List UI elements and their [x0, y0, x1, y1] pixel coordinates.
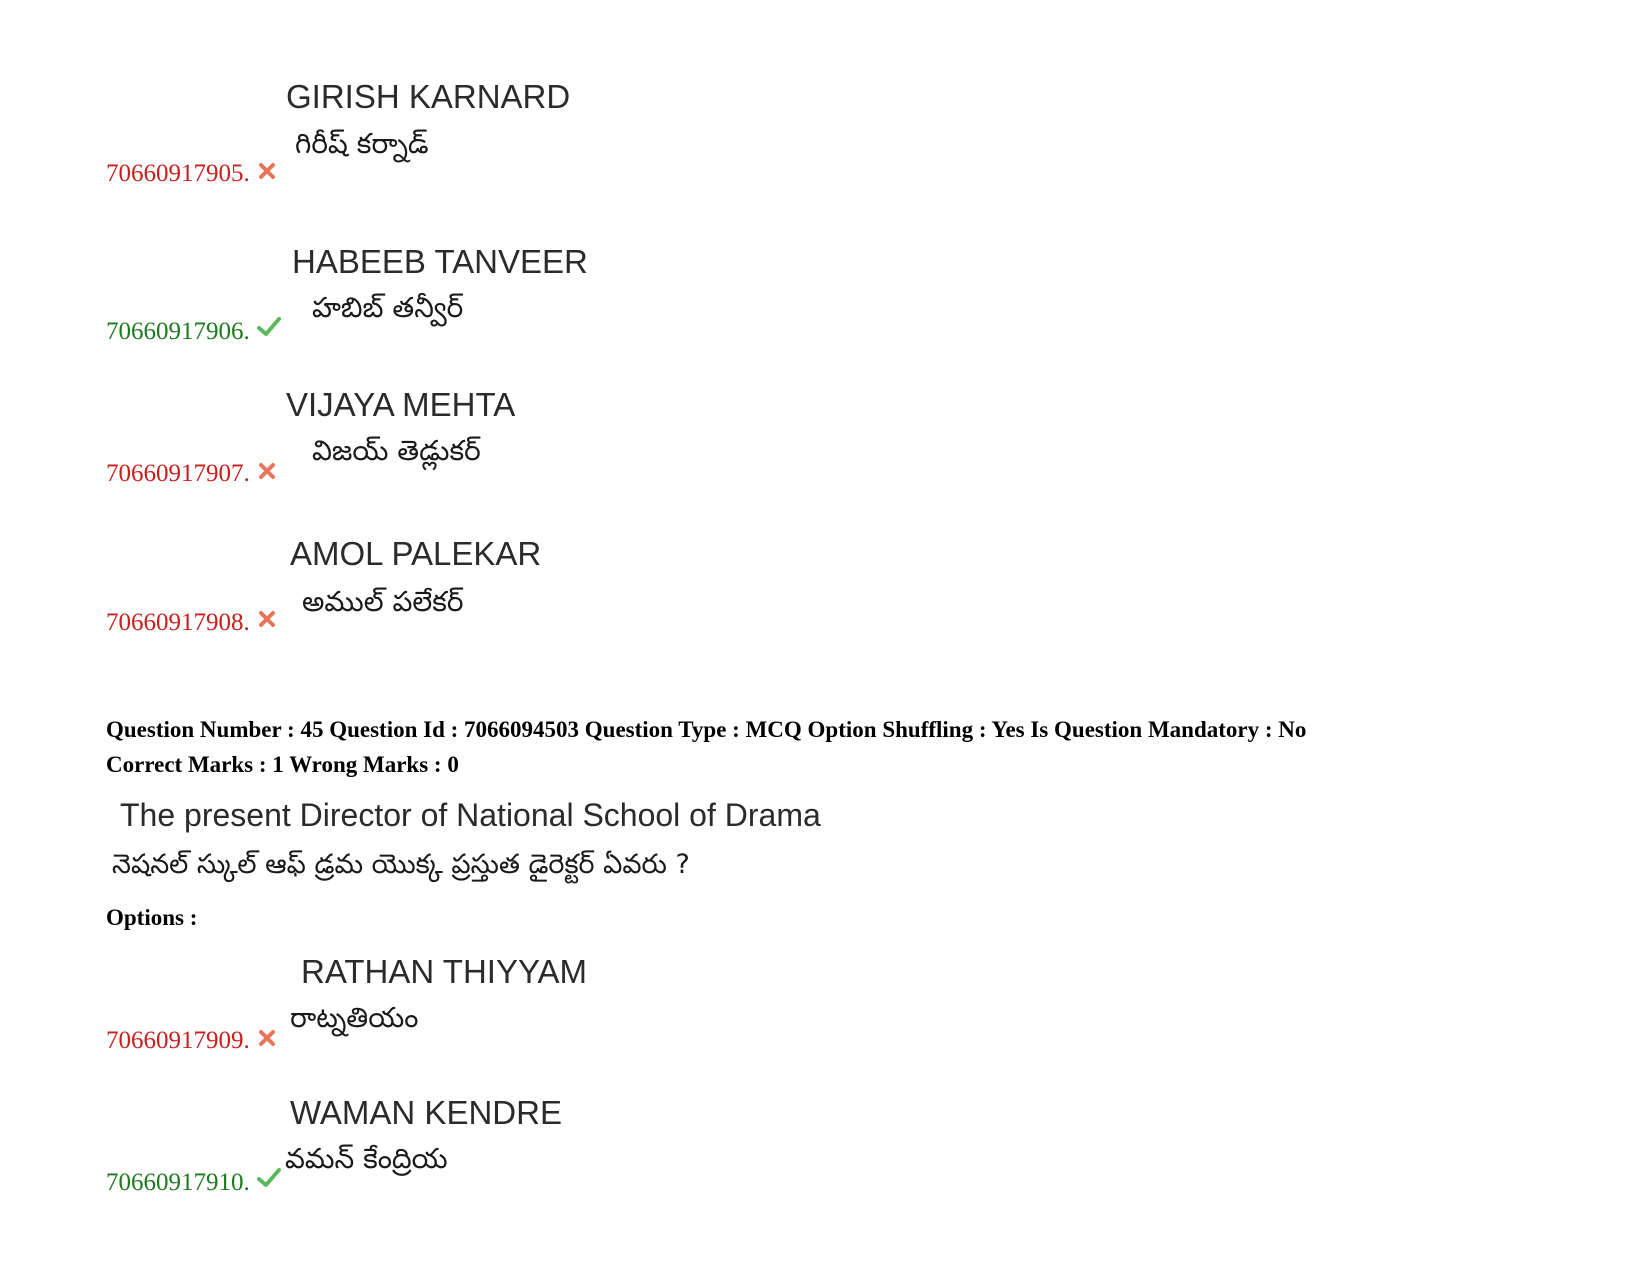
option-text-te: రాట్నతియం [290, 1001, 419, 1034]
option-id: 70660917907. [106, 460, 250, 487]
option-text-te: హబిబ్ తన్వీర్ [312, 291, 464, 324]
option-text-en: HABEEB TANVEER [292, 243, 588, 280]
option-text-te: వమన్ కేంద్రియ [285, 1142, 448, 1175]
options-label: Options : [106, 905, 198, 930]
option-id: 70660917905. [106, 160, 250, 187]
check-icon [257, 316, 281, 338]
question-text-te: నెషనల్ స్కుల్ ఆఫ్ డ్రమ యొక్క ప్రస్తుత డైరెక్టర్ ఏవరు ? [112, 849, 690, 880]
cross-icon [257, 461, 277, 481]
cross-icon [257, 161, 277, 181]
option-text-te: అముల్ పలేకర్ [302, 585, 464, 618]
option-text-te: గిరీష్ కర్నాడ్ [295, 127, 429, 160]
cross-icon [257, 609, 277, 629]
cross-icon [257, 1028, 277, 1048]
option-text-en: GIRISH KARNARD [286, 78, 571, 115]
check-icon [257, 1167, 281, 1189]
option-text-en: WAMAN KENDRE [290, 1094, 562, 1131]
option-text-te: విజయ్ తెడ్లుకర్ [312, 434, 481, 467]
option-id: 70660917909. [106, 1027, 250, 1054]
option-text-en: AMOL PALEKAR [290, 535, 542, 572]
option-id: 70660917908. [106, 609, 250, 636]
option-id: 70660917906. [106, 318, 250, 345]
option-text-en: RATHAN THIYYAM [301, 953, 588, 990]
option-id: 70660917910. [106, 1169, 250, 1196]
option-text-en: VIJAYA MEHTA [286, 386, 516, 423]
question-meta: Question Number : 45 Question Id : 7066094503 Question Type : MCQ Option Shuffling : Yes Is Question Mandatory : No [106, 717, 1307, 742]
question-text-en: The present Director of National School of Drama [120, 797, 821, 833]
question-marks: Correct Marks : 1 Wrong Marks : 0 [106, 752, 459, 777]
